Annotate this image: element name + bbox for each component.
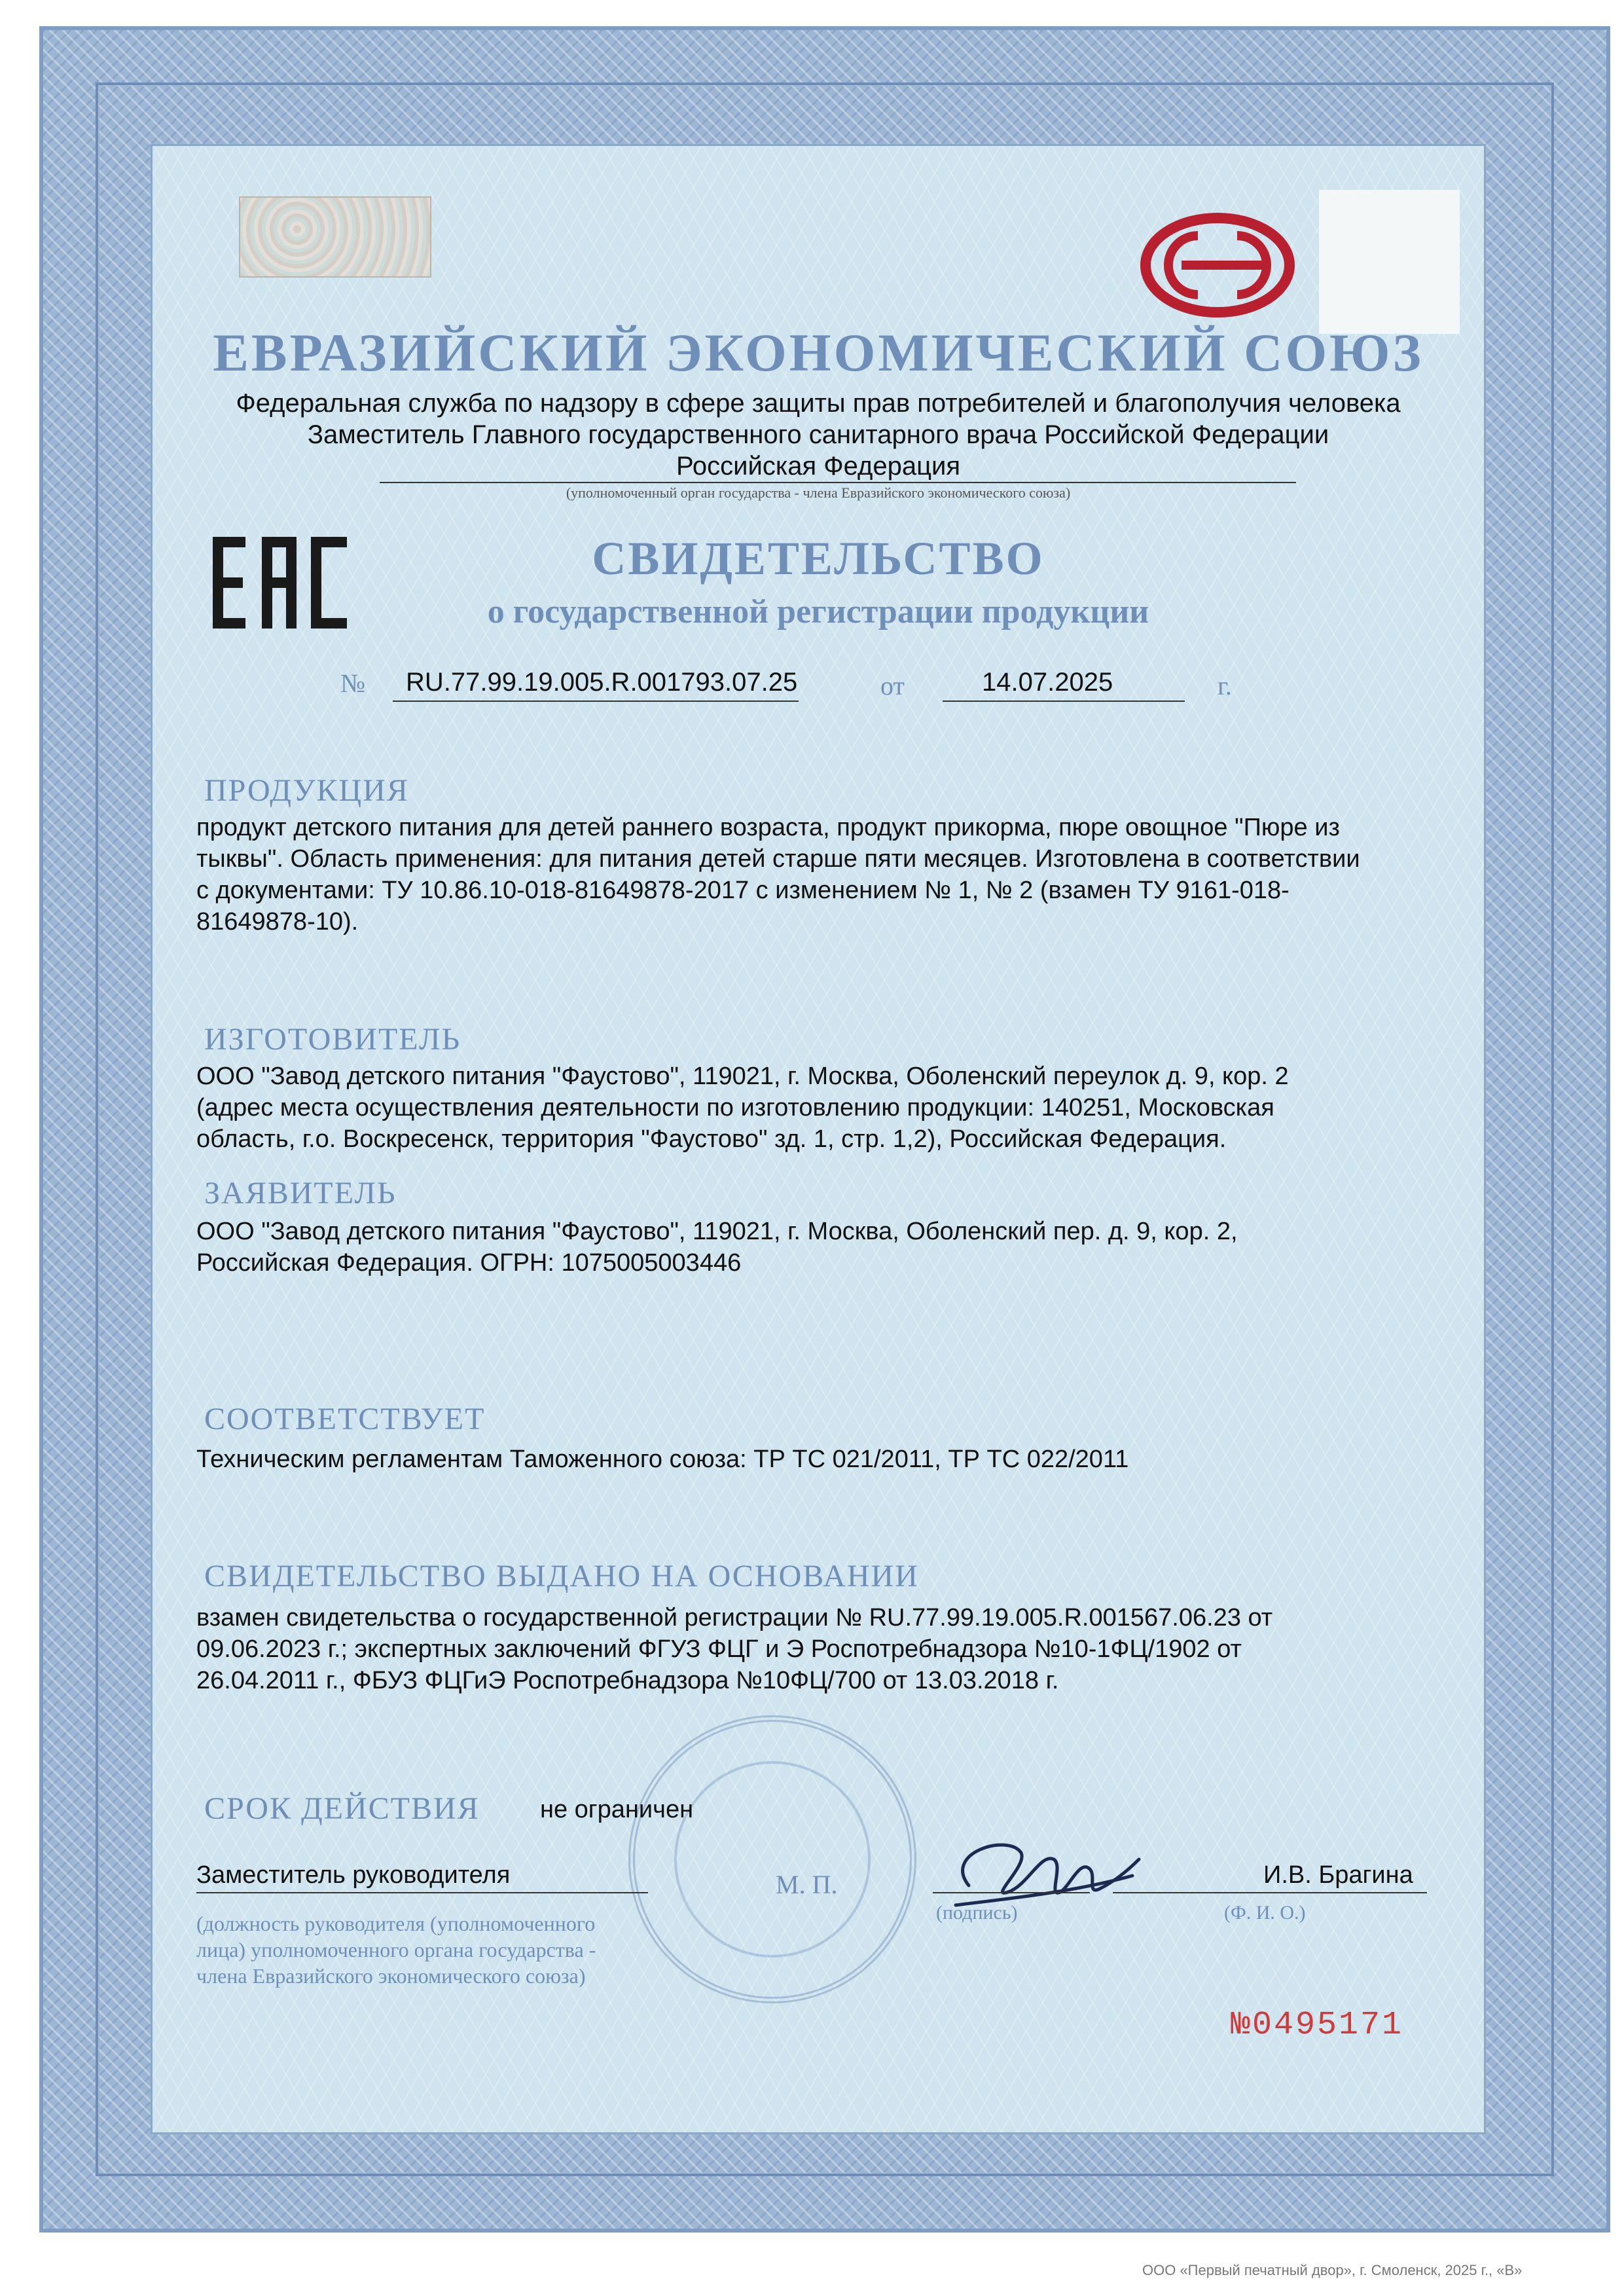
number-mark: № xyxy=(340,668,366,698)
conformity-heading: СООТВЕТСТВУЕТ xyxy=(204,1402,486,1436)
authority-block xyxy=(151,388,1486,482)
position-caption-line: лица) уполномоченного органа государства - xyxy=(196,1938,596,1961)
position-caption-line: члена Евразийского экономического союза) xyxy=(196,1964,586,1988)
authority-line: Заместитель Главного государственного санитарного врача Российской Федерации xyxy=(307,420,1329,449)
manufacturer-heading: ИЗГОТОВИТЕЛЬ xyxy=(204,1022,461,1057)
certificate-title: СВИДЕТЕЛЬСТВО xyxy=(592,532,1045,585)
manufacturer-text xyxy=(196,1061,1479,1155)
manufacturer-line: (адрес места осуществления деятельности по изготовлению продукции: 140251, Московская xyxy=(196,1094,1274,1121)
position-caption xyxy=(196,1910,785,1989)
authority-line: Российская Федерация xyxy=(676,452,961,481)
seal-mark: М. П. xyxy=(776,1870,838,1899)
basis-line: 09.06.2023 г.; экспертных заключений ФГУЗ ФЦГ и Э Роспотребнадзора №10-1ФЦ/1902 от xyxy=(196,1635,1242,1663)
applicant-line: ООО "Завод детского питания "Фаустово", 119021, г. Москва, Оболенский пер. д. 9, кор. 2, xyxy=(196,1218,1238,1245)
ce-logo-icon xyxy=(1136,210,1299,321)
basis-text xyxy=(196,1602,1479,1696)
product-line: с документами: ТУ 10.86.10-018-81649878-2017 с изменением № 1, № 2 (взамен ТУ 9161-018- xyxy=(196,877,1290,904)
validity-heading: СРОК ДЕЙСТВИЯ xyxy=(204,1791,480,1826)
printer-footer: ООО «Первый печатный двор», г. Смоленск, 2025 г., «В» xyxy=(1142,2262,1523,2278)
date-suffix: г. xyxy=(1218,671,1232,701)
certificate-number: RU.77.99.19.005.R.001793.07.25 xyxy=(406,668,798,697)
validity-value: не ограничен xyxy=(540,1796,694,1823)
product-line: 81649878-10). xyxy=(196,908,359,936)
authority-caption: (уполномоченный орган государства - члена Евразийского экономического союза) xyxy=(566,484,1071,501)
applicant-text xyxy=(196,1216,1479,1279)
manufacturer-line: область, г.о. Воскресенск, территория "Фаустово" зд. 1, стр. 1,2), Российская Федерация. xyxy=(196,1125,1227,1153)
position-caption-line: (должность руководителя (уполномоченного xyxy=(196,1912,596,1935)
hologram-sticker xyxy=(239,196,431,278)
basis-heading: СВИДЕТЕЛЬСТВО ВЫДАНО НА ОСНОВАНИИ xyxy=(204,1559,919,1594)
certificate-subtitle: о государственной регистрации продукции xyxy=(487,593,1149,630)
conformity-text: Техническим регламентам Таможенного союза: ТР ТС 021/2011, ТР ТС 022/2011 xyxy=(196,1446,1129,1473)
signature-caption: (подпись) xyxy=(936,1902,1018,1923)
union-title: ЕВРАЗИЙСКИЙ ЭКОНОМИЧЕСКИЙ СОЮЗ xyxy=(213,323,1424,382)
date-prefix: от xyxy=(880,671,905,701)
basis-line: взамен свидетельства о государственной регистрации № RU.77.99.19.005.R.001567.06.23 от xyxy=(196,1604,1273,1631)
authority-line: Федеральная служба по надзору в сфере защиты прав потребителей и благополучия человека xyxy=(236,389,1401,418)
applicant-line: Российская Федерация. ОГРН: 1075005003446 xyxy=(196,1249,742,1277)
applicant-heading: ЗАЯВИТЕЛЬ xyxy=(204,1176,397,1211)
hologram-patch xyxy=(1319,190,1460,334)
product-text xyxy=(196,812,1479,938)
manufacturer-line: ООО "Завод детского питания "Фаустово", 119021, г. Москва, Оболенский переулок д. 9, кор. 2 xyxy=(196,1063,1289,1090)
name-caption: (Ф. И. О.) xyxy=(1224,1902,1306,1923)
number-underline xyxy=(393,701,799,702)
product-heading: ПРОДУКЦИЯ xyxy=(204,773,409,808)
signature-underline xyxy=(933,1892,1090,1893)
divider xyxy=(380,482,1296,483)
eac-logo-text: EAC xyxy=(206,530,208,531)
name-underline xyxy=(1113,1892,1427,1893)
signer-name: И.В. Брагина xyxy=(1263,1861,1413,1889)
product-line: продукт детского питания для детей раннего возраста, продукт прикорма, пюре овощное "Пюре из xyxy=(196,814,1340,841)
serial-number: №0495171 xyxy=(1231,2007,1404,2044)
basis-line: 26.04.2011 г., ФБУЗ ФЦГиЭ Роспотребнадзора №10ФЦ/700 от 13.03.2018 г. xyxy=(196,1667,1059,1694)
position-underline xyxy=(196,1892,648,1893)
signer-position: Заместитель руководителя xyxy=(196,1861,511,1889)
product-line: тыквы". Область применения: для питания детей старше пяти месяцев. Изготовлена в соответствии xyxy=(196,845,1360,873)
certificate-date: 14.07.2025 xyxy=(982,668,1113,697)
date-underline xyxy=(943,701,1185,702)
